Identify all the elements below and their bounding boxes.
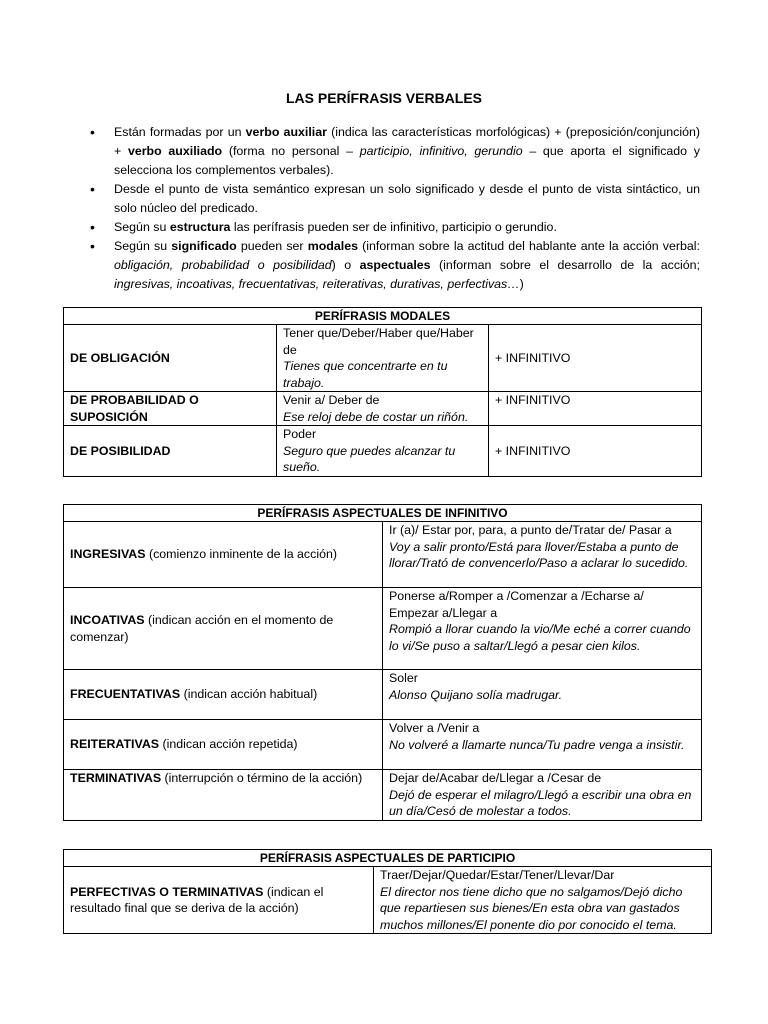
row-forms-cell: [277, 426, 489, 477]
row-suffix: + INFINITIVO: [489, 325, 702, 392]
row-label: [64, 325, 277, 392]
bullet-item: [90, 237, 700, 294]
row-forms-cell: [383, 720, 702, 770]
row-forms-cell: [374, 867, 712, 934]
row-label: [64, 392, 277, 426]
row-example: Tienes que concentrarte en tu trabajo.: [283, 359, 448, 390]
row-label-text: DE POSIBILIDAD: [70, 443, 171, 458]
bullet-item: [90, 218, 700, 237]
row-forms: Ponerse a/Romper a /Comenzar a /Echarse a/ Empezar a/Llegar a: [389, 589, 644, 620]
bullet-text: (forma no personal –: [222, 144, 360, 158]
bullet-text: las perífrasis pueden ser de infinitivo, participio o gerundio.: [230, 220, 557, 234]
row-example: Seguro que puedes alcanzar tu sueño.: [283, 443, 456, 474]
row-forms-cell: [383, 670, 702, 720]
table-row: [64, 720, 702, 770]
table-row: [64, 426, 702, 477]
row-label: [64, 720, 383, 770]
row-desc: (indican el resultado final que se deriva de la acción): [70, 884, 324, 915]
row-label-text: DE PROBABILIDAD O SUPOSICIÓN: [70, 393, 199, 424]
row-label-text: DE OBLIGACIÓN: [70, 350, 170, 365]
bullet-italic: participio, infinitivo, gerundio: [359, 144, 523, 158]
row-desc: (comienzo inminente de la acción): [145, 547, 337, 562]
row-label: [64, 588, 383, 670]
bullet-text: ): [519, 277, 524, 291]
row-forms: Volver a /Venir a: [389, 721, 480, 735]
row-forms-cell: [383, 588, 702, 670]
bullet-text: Según su: [114, 220, 170, 234]
row-label-text: FRECUENTATIVAS: [70, 687, 181, 702]
row-desc: (indican acción habitual): [180, 687, 318, 702]
table-row: [64, 588, 702, 670]
row-forms: Ir (a)/ Estar por, para, a punto de/Tratar de/ Pasar a: [389, 523, 672, 537]
row-forms-cell: [277, 325, 489, 392]
row-label: [64, 770, 383, 821]
bullet-bold: modales: [307, 239, 358, 253]
row-forms-cell: [383, 522, 702, 588]
bullet-text: (indica las características morfológicas) + (preposición/conjunción) +: [114, 125, 701, 158]
row-example: Alonso Quijano solía madrugar.: [389, 687, 563, 702]
table-row: [64, 770, 702, 821]
row-example: Voy a salir pronto/Está para llover/Estaba a punto de llorar/Trató de convencerlo/Paso a aclarar lo sucedido.: [389, 539, 689, 570]
row-suffix: + INFINITIVO: [489, 392, 702, 426]
bullet-bold: verbo auxiliar: [245, 125, 327, 139]
bullet-bold: significado: [171, 239, 237, 253]
row-label: [64, 522, 383, 588]
modales-header: PERÍFRASIS MODALES: [64, 308, 702, 325]
page-title: LAS PERÍFRASIS VERBALES: [285, 90, 483, 106]
table-row: [64, 867, 712, 934]
bullet-text: Desde el punto de vista semántico expresan un solo significado y desde el punto de vista sintáctico, un solo núcleo del predicado.: [114, 182, 700, 215]
modales-table: [63, 307, 702, 477]
row-label-text: INGRESIVAS: [70, 547, 146, 562]
bullet-italic: ingresivas, incoativas, frecuentativas, reiterativas, durativas, perfectivas…: [114, 277, 520, 291]
row-desc: (indican acción en el momento de comenzar): [70, 613, 334, 644]
bullet-text: Según su: [114, 239, 172, 253]
row-label-text: PERFECTIVAS O TERMINATIVAS: [70, 884, 264, 899]
row-forms-cell: [277, 392, 489, 426]
bullet-italic: obligación, probabilidad o posibilidad: [114, 258, 332, 272]
bullet-text: ) o: [331, 258, 360, 272]
row-label: [64, 670, 383, 720]
row-example: Ese reloj debe de costar un riñón.: [283, 409, 469, 424]
row-example: Rompió a llorar cuando la vio/Me eché a correr cuando lo vi/Se puso a saltar/Llegó a pesar cien kilos.: [389, 622, 691, 653]
bullet-text: (informan sobre el desarrollo de la acción;: [430, 258, 700, 272]
bullet-bold: aspectuales: [359, 258, 431, 272]
bullet-bold: estructura: [169, 220, 231, 234]
row-forms: Traer/Dejar/Quedar/Estar/Tener/Llevar/Dar: [380, 868, 615, 882]
bullet-text: pueden ser: [236, 239, 308, 253]
table-row: [64, 392, 702, 426]
bullet-list: [90, 123, 700, 294]
bullet-text: (informan sobre la actitud del hablante ante la acción verbal:: [358, 239, 700, 253]
row-example: Dejó de esperar el milagro/Llegó a escribir una obra en un día/Cesó de molestar a todos.: [389, 787, 692, 818]
infinitivo-table: [63, 504, 702, 821]
table-row: [64, 670, 702, 720]
row-forms: Poder: [283, 427, 317, 441]
row-example: El director nos tiene dicho que no salgamos/Dejó dicho que repartiesen sus bienes/En esta obra van gastados muchos millones/El ponente dio por conocido el tema.: [380, 884, 683, 932]
participio-header: PERÍFRASIS ASPECTUALES DE PARTICIPIO: [64, 850, 712, 867]
row-example: No volveré a llamarte nunca/Tu padre venga a insistir.: [389, 737, 685, 752]
bullet-item: [90, 123, 700, 180]
bullet-text: Están formadas por un: [114, 125, 246, 139]
table-row: [64, 522, 702, 588]
bullet-item: [90, 180, 700, 218]
bullet-text: – que aporta el significado y selecciona los complementos verbales).: [114, 144, 700, 177]
row-label-text: REITERATIVAS: [70, 737, 160, 752]
row-label: [64, 426, 277, 477]
row-suffix: + INFINITIVO: [489, 426, 702, 477]
row-desc: (indican acción repetida): [159, 737, 298, 752]
row-label: [64, 867, 374, 934]
row-forms-cell: [383, 770, 702, 821]
infinitivo-header: PERÍFRASIS ASPECTUALES DE INFINITIVO: [64, 505, 702, 522]
participio-table: [63, 849, 712, 934]
table-row: [64, 325, 702, 392]
row-forms: Dejar de/Acabar de/Llegar a /Cesar de: [389, 771, 602, 785]
row-forms: Soler: [389, 671, 418, 685]
row-label-text: TERMINATIVAS: [70, 771, 162, 785]
row-forms: Venir a/ Deber de: [283, 393, 380, 407]
row-forms: Tener que/Deber/Haber que/Haber de: [283, 326, 474, 357]
row-label-text: INCOATIVAS: [70, 613, 145, 627]
bullet-bold: verbo auxiliado: [127, 144, 223, 158]
row-desc: (interrupción o término de la acción): [161, 771, 363, 785]
